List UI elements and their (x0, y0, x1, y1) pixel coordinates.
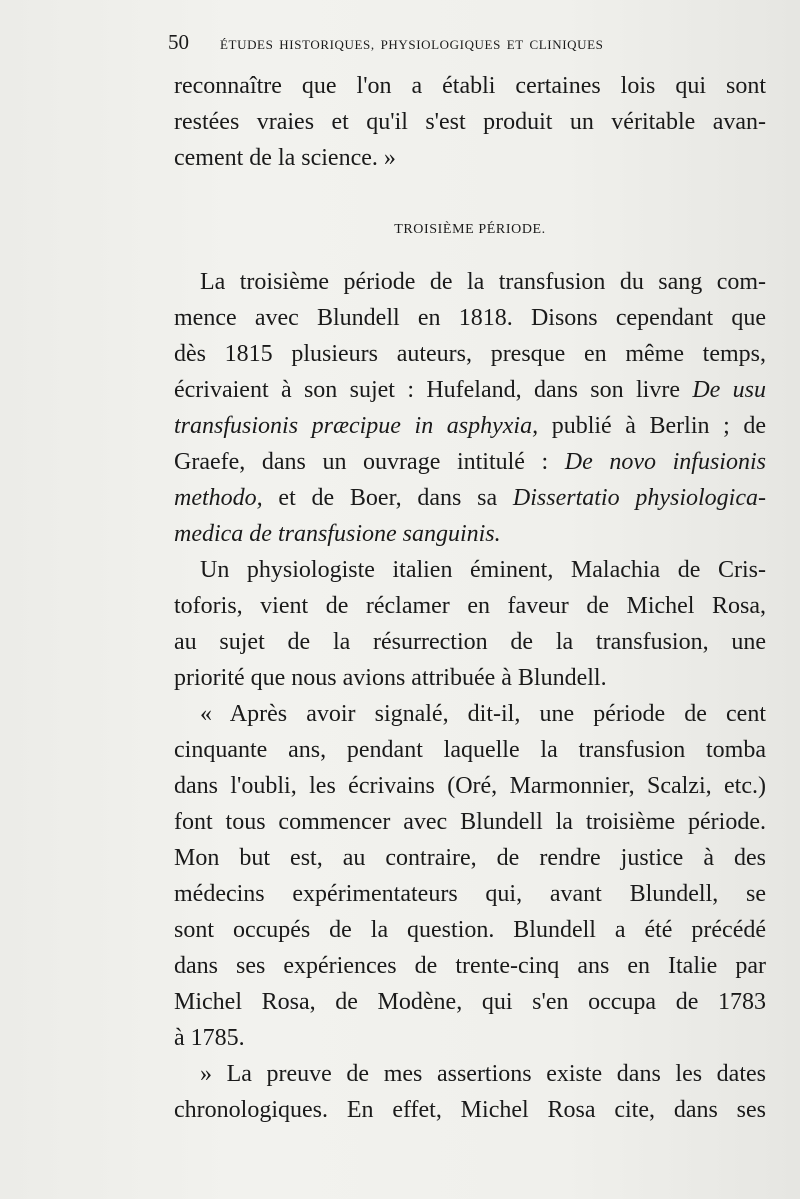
text-line: dès 1815 plusieurs auteurs, presque en même temps, (174, 341, 766, 367)
text-line: Mon but est, au contraire, de rendre justice à des (174, 845, 766, 871)
text-line: toforis, vient de réclamer en faveur de Michel Rosa, (174, 593, 766, 619)
text-line: La troisième période de la transfusion du sang com- (200, 269, 766, 295)
paragraph-quote (174, 696, 766, 1056)
text-line: cement de la science. » (174, 145, 396, 171)
text-line: Michel Rosa, de Modène, qui s'en occupa de 1783 (174, 989, 766, 1015)
italic-title: De usu (692, 377, 766, 403)
text-line: Un physiologiste italien éminent, Malachia de Cris- (200, 557, 766, 583)
text-line (174, 516, 766, 552)
italic-title: methodo, (174, 485, 263, 511)
text-line: à 1785. (174, 1025, 245, 1051)
paragraph-proof (174, 1056, 766, 1128)
text-line: cinquante ans, pendant laquelle la transfusion tomba (174, 737, 766, 763)
text-segment: écrivaient à son sujet : Hufeland, dans son livre (174, 377, 693, 403)
text-line: au sujet de la résurrection de la transfusion, une (174, 629, 766, 655)
text-line: chronologiques. En effet, Michel Rosa cite, dans ses (174, 1097, 766, 1123)
italic-title: transfusionis præcipue in asphyxia, (174, 413, 539, 439)
text-line (174, 408, 766, 444)
text-line: médecins expérimentateurs qui, avant Blundell, se (174, 881, 766, 907)
text-line (174, 444, 766, 480)
text-line: « Après avoir signalé, dit-il, une période de cent (200, 701, 766, 727)
text-line: dans l'oubli, les écrivains (Oré, Marmonnier, Scalzi, etc.) (174, 773, 766, 799)
text-line (174, 372, 766, 408)
text-line: priorité que nous avions attribuée à Blundell. (174, 665, 607, 691)
page-number: 50 (168, 30, 189, 54)
text-line: restées vraies et qu'il s'est produit un véritable avan- (174, 109, 766, 135)
text-segment: Graefe, dans un ouvrage intitulé : (174, 449, 565, 475)
text-line: reconnaître que l'on a établi certaines lois qui sont (174, 73, 766, 99)
paragraph-cristoforis (174, 552, 766, 696)
text-segment: publié à Berlin ; de (538, 413, 766, 439)
italic-title: medica de transfusione sanguinis. (174, 521, 501, 547)
paragraph-third-period (174, 264, 766, 552)
italic-title: De novo infusionis (564, 449, 766, 475)
text-line: » La preuve de mes assertions existe dans les dates (200, 1061, 766, 1087)
intro-paragraph (174, 68, 766, 176)
text-line: sont occupés de la question. Blundell a été précédé (174, 917, 766, 943)
text-line: dans ses expériences de trente-cinq ans en Italie par (174, 953, 766, 979)
section-title: TROISIÈME PÉRIODE. (394, 222, 546, 237)
italic-title: Dissertatio physiologica- (512, 485, 766, 511)
text-line: mence avec Blundell en 1818. Disons cependant que (174, 305, 766, 331)
body-text (174, 68, 766, 1128)
text-line: font tous commencer avec Blundell la troisième période. (174, 809, 766, 835)
text-line (174, 480, 766, 516)
page-header (168, 30, 728, 56)
running-head: ÉTUDES HISTORIQUES, PHYSIOLOGIQUES ET CLINIQUES (220, 37, 604, 52)
text-segment: et de Boer, dans sa (262, 485, 513, 511)
